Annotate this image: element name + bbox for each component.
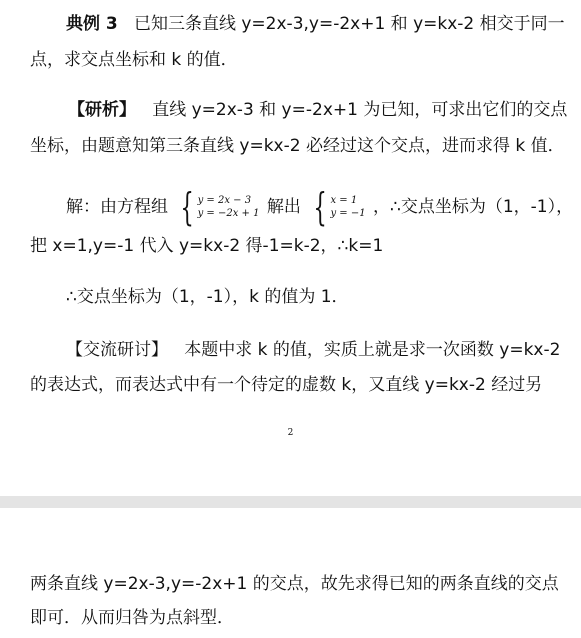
discussion-label: 【交流研讨】 — [66, 340, 168, 360]
page-separator — [0, 496, 581, 508]
discussion-line-1 — [66, 338, 560, 362]
system-equation-2: y = −2x + 1 — [197, 208, 260, 219]
discussion-line-2: 的表达式，而表达式中有一个待定的虚数 k，又直线 y=kx-2 经过另 — [30, 375, 543, 395]
solution-system — [308, 185, 366, 229]
analysis-text-1: 直线 y=2x-3 和 y=-2x+1 为已知，可求出它们的交点 — [152, 100, 568, 120]
solution-x: x = 1 — [330, 195, 358, 206]
left-brace: { — [180, 185, 195, 229]
continuation-line-2: 即可．从而归咎为点斜型． — [30, 608, 234, 628]
example-label: 典例 3 — [66, 14, 118, 34]
analysis-line-2: 坐标，由题意知第三条直线 y=kx-2 必经过这个交点，进而求得 k 值． — [30, 136, 565, 156]
page-number: 2 — [287, 428, 294, 438]
substitution-line: 把 x=1,y=-1 代入 y=kx-2 得-1=k-2，∴k=1 — [30, 236, 384, 256]
problem-line-1 — [66, 12, 565, 36]
solution-prefix: 解：由方程组 — [66, 197, 168, 217]
solution-mid: 解出 — [266, 197, 301, 217]
conclusion-line: ∴交点坐标为（1，-1），k 的值为 1． — [66, 287, 349, 307]
analysis-label: 【研析】 — [68, 100, 136, 120]
solution-y: y = −1 — [330, 208, 366, 219]
solution-line — [66, 185, 574, 229]
solution-suffix: ，∴交点坐标为（1，-1）， — [373, 197, 574, 217]
equation-system — [175, 185, 260, 229]
problem-line-2: 点，求交点坐标和 k 的值． — [30, 50, 238, 70]
analysis-line-1 — [68, 98, 567, 122]
left-brace: { — [313, 185, 328, 229]
continuation-line-1: 两条直线 y=2x-3,y=-2x+1 的交点，故先求得已知的两条直线的交点 — [30, 574, 559, 594]
system-equation-1: y = 2x − 3 — [197, 195, 252, 206]
problem-text-1: 已知三条直线 y=2x-3,y=-2x+1 和 y=kx-2 相交于同一 — [133, 14, 565, 34]
document-page-2 — [0, 508, 581, 638]
discussion-text-1: 本题中求 k 的值，实质上就是求一次函数 y=kx-2 — [184, 340, 561, 360]
